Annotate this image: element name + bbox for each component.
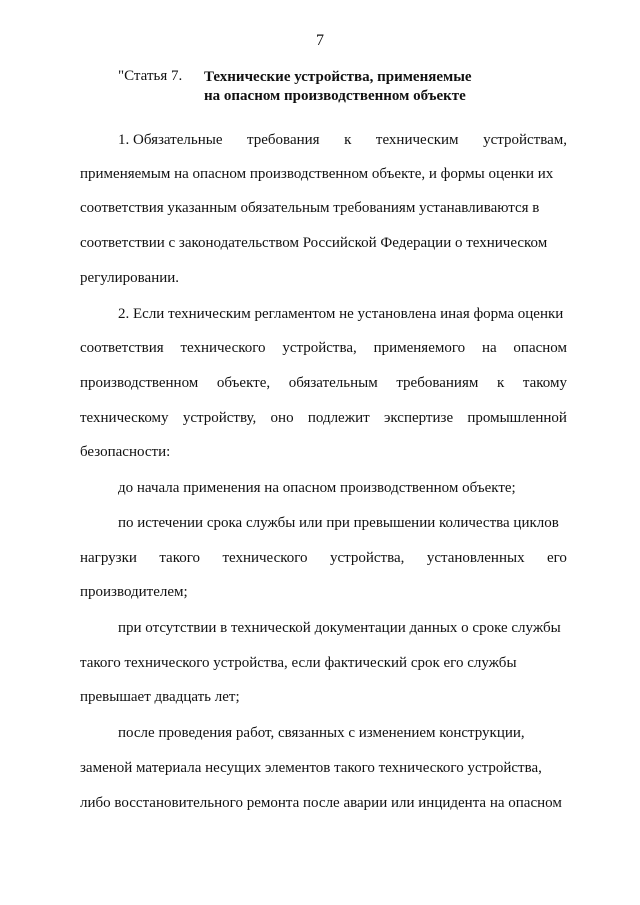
text-word: соответствии с законодательством Российской Федерации о техническом	[80, 235, 548, 251]
text-word: оно	[270, 410, 294, 426]
text-line	[80, 548, 567, 568]
text-word: при отсутствии в технической документации данных о сроке службы	[118, 620, 561, 636]
text-word: опасном	[513, 340, 567, 356]
text-word: нагрузки	[80, 550, 137, 566]
text-word: соответствия	[80, 340, 164, 356]
article-title-line-1: Технические устройства, применяемые	[204, 69, 472, 85]
text-word: такого технического устройства, если фактический срок его службы	[80, 655, 517, 671]
text-word: на	[481, 340, 497, 356]
text-word: его	[547, 550, 567, 566]
article-label: "Статья 7.	[118, 68, 183, 84]
text-line	[80, 758, 567, 778]
text-line	[80, 164, 567, 184]
text-line	[80, 373, 567, 393]
text-word: обязательным	[288, 375, 378, 391]
text-word: технического	[222, 550, 308, 566]
text-word: подлежит	[307, 410, 370, 426]
text-word: до начала применения на опасном производственном объекте;	[118, 480, 516, 496]
text-word: технического	[180, 340, 266, 356]
text-word: к	[344, 132, 352, 148]
text-line	[118, 618, 567, 638]
text-word: заменой материала несущих элементов такого технического устройства,	[80, 760, 542, 776]
text-word: регулировании.	[80, 270, 180, 286]
text-word: промышленной	[467, 410, 567, 426]
text-line	[80, 793, 567, 813]
text-line	[80, 338, 567, 358]
text-line	[80, 233, 567, 253]
text-line	[118, 304, 567, 324]
text-word: 2. Если техническим регламентом не установлена иная форма оценки	[118, 306, 564, 322]
text-word: к	[496, 375, 505, 391]
text-word: устройства,	[282, 340, 357, 356]
text-word: либо восстановительного ремонта после аварии или инцидента на опасном	[80, 795, 562, 811]
text-word: установленных	[426, 550, 525, 566]
text-word: соответствия указанным обязательным требованиям устанавливаются в	[80, 200, 540, 216]
text-line	[80, 198, 567, 218]
text-word: безопасности:	[80, 444, 171, 460]
text-word: экспертизе	[383, 410, 454, 426]
text-word: применяемого	[373, 340, 466, 356]
text-word: требованиям	[396, 375, 479, 391]
text-word: техническому	[80, 410, 169, 426]
text-word: устройства,	[329, 550, 405, 566]
text-word: применяемым на опасном производственном объекте, и формы оценки их	[80, 166, 554, 182]
text-line	[118, 723, 567, 743]
page-number: 7	[316, 32, 324, 49]
text-word: такому	[522, 375, 567, 391]
text-word: после проведения работ, связанных с изменением конструкции,	[118, 725, 525, 741]
text-word: объекте,	[216, 375, 271, 391]
text-word: превышает двадцать лет;	[80, 689, 240, 705]
text-word: техническим	[375, 132, 459, 148]
article-title-line-2: на опасном производственном объекте	[204, 88, 466, 104]
text-word: требования	[247, 132, 320, 148]
text-line	[80, 687, 567, 707]
text-word: устройствам,	[483, 132, 567, 148]
text-word: устройству,	[182, 410, 257, 426]
text-word: производственном	[80, 375, 199, 391]
text-line	[118, 513, 567, 533]
article-title	[204, 68, 574, 106]
text-word: по истечении срока службы или при превышении количества циклов	[118, 515, 559, 531]
text-word: производителем;	[80, 584, 188, 600]
text-line	[80, 408, 567, 428]
text-line	[80, 442, 567, 462]
text-line	[80, 268, 567, 288]
text-line	[80, 653, 567, 673]
text-line	[118, 130, 567, 150]
text-line	[118, 478, 567, 498]
text-line	[80, 582, 567, 602]
text-word: такого	[159, 550, 201, 566]
text-word: 1. Обязательные	[118, 132, 223, 148]
